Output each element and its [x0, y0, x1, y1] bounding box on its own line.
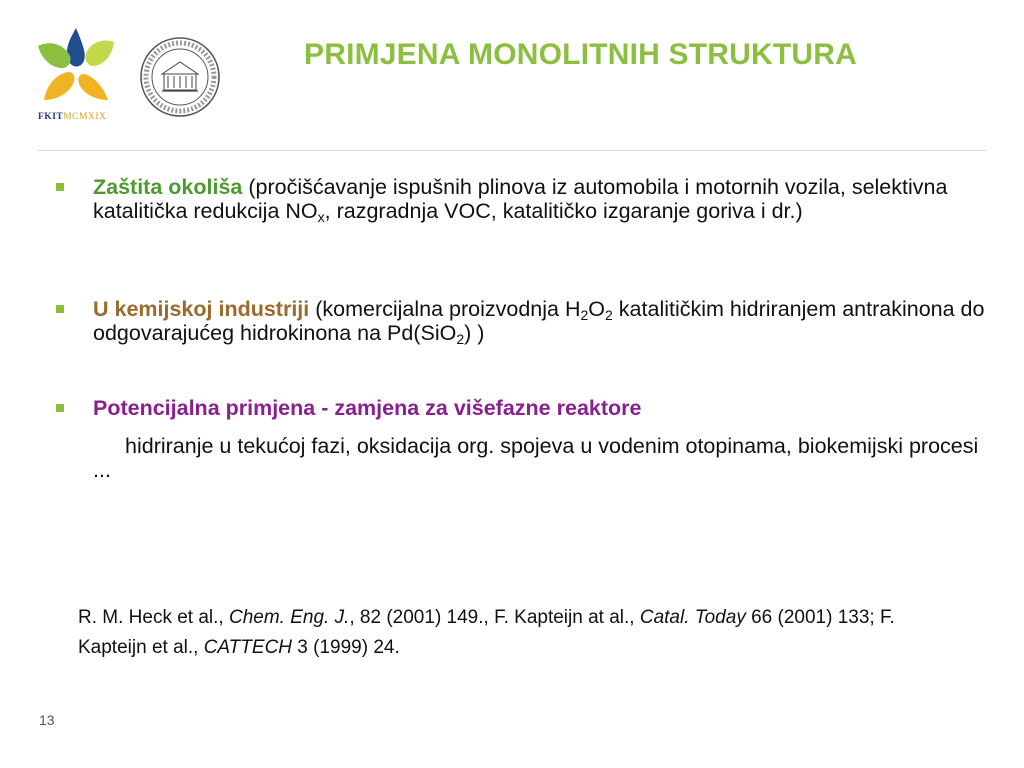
bullet-label: Potencijalna primjena - zamjena za višefazne reaktore — [93, 396, 642, 420]
fkit-logo — [30, 26, 122, 126]
bullet-potential-application — [93, 396, 993, 420]
bullet-chemical-industry: U kemijskoj industriji (komercijalna proizvodnja $H_2O_2$ katalitičkim hidriranjem antrakinona do odgovarajućeg hidrokinona na Pd(SiO$_2$) ) — [93, 297, 985, 347]
page-title: PRIMJENA MONOLITNIH STRUKTURA — [304, 38, 858, 71]
bullet-label: Zaštita okoliša — [93, 175, 243, 199]
bullet-detail: hidriranje u tekućoj fazi, oksidacija org. spojeva u vodenim otopinama, biokemijski procesi ... — [93, 434, 979, 482]
bullet-marker — [56, 404, 64, 412]
bullet-environment: Zaštita okoliša (pročišćavanje ispušnih plinova iz automobila i motornih vozila, selektivna katalitička redukcija $NO_x$, razgradnja VOC, katalitičko izgaranje goriva i dr.) — [93, 175, 948, 225]
bullet-marker — [56, 305, 64, 313]
fkit-logo-text: FKITMCMXIX — [38, 112, 107, 122]
university-seal-icon — [139, 36, 221, 118]
fkit-flower-icon — [36, 26, 116, 108]
university-seal — [139, 36, 221, 118]
references: R. M. Heck et al., Chem. Eng. J., 82 (2001) 149., F. Kapteijn at al., Catal. Today 66 (2001) 133; F. Kapteijn et al., CATTECH 3 (1999) 24. — [78, 607, 895, 658]
header-divider — [38, 150, 986, 151]
page-number: 13 — [39, 712, 55, 728]
bullet-label: U kemijskoj industriji — [93, 297, 310, 321]
bullet-marker — [56, 183, 64, 191]
